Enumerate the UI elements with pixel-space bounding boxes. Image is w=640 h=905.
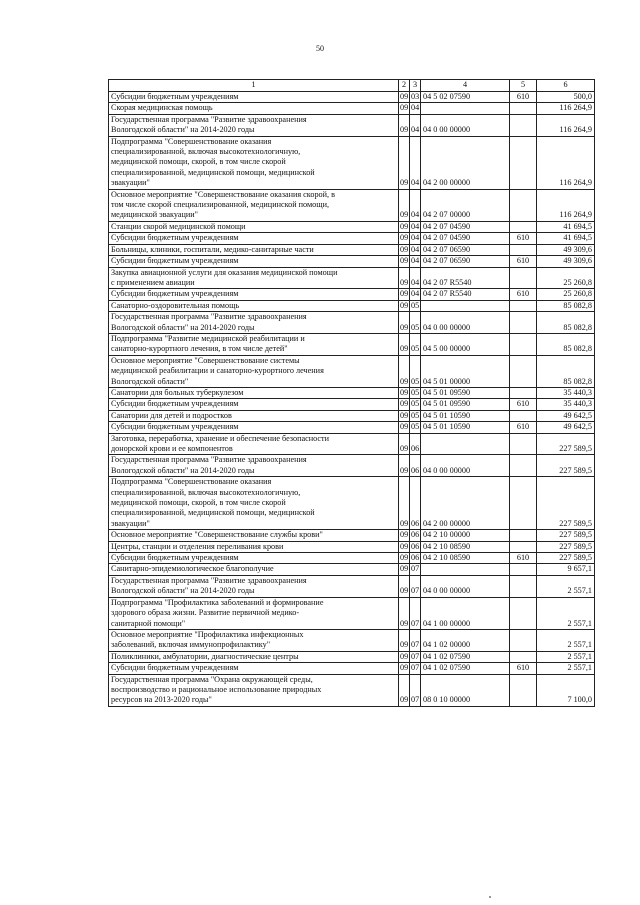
target-article-cell: 04 2 07 00000 <box>421 189 510 221</box>
section-cell: 09 <box>399 333 410 355</box>
amount-cell: 7 100,0 <box>537 674 595 706</box>
target-article-cell: 04 1 00 00000 <box>421 597 510 629</box>
name-cell: Основное мероприятие "Совершенствование службы крови" <box>109 530 399 541</box>
subsection-cell: 07 <box>410 629 421 651</box>
section-cell: 09 <box>400 256 409 266</box>
name-cell: Закупка авиационной услуги для оказания медицинской помощи с применением авиации <box>109 267 399 289</box>
subsection-cell: 04 <box>411 233 420 243</box>
expense-type-cell <box>510 674 537 706</box>
section-cell: 09 <box>400 530 409 540</box>
amount-cell: 116 264,9 <box>537 114 595 136</box>
subsection-cell: 07 <box>411 651 420 661</box>
subsection-cell: 05 <box>411 410 420 420</box>
subsection-cell: 04 <box>411 244 420 254</box>
amount-cell: 2 557,1 <box>537 629 595 651</box>
expense-type-cell <box>510 221 537 232</box>
name-cell: Центры, станции и отделения переливания крови <box>109 541 399 552</box>
amount-cell: 41 694,5 <box>537 233 595 244</box>
header-col-4: 4 <box>421 80 510 92</box>
expense-type-cell <box>510 629 537 651</box>
subsection-cell: 07 <box>411 564 420 574</box>
amount-cell: 227 589,5 <box>537 530 595 541</box>
target-article-cell: 04 1 02 07590 <box>421 651 510 662</box>
section-cell: 09 <box>400 244 409 254</box>
name-cell: Субсидии бюджетным учреждениям <box>109 289 399 300</box>
name-cell: Государственная программа "Развитие здравоохранения Вологодской области" на 2014-2020 годы <box>109 114 399 136</box>
expense-type-cell: 610 <box>510 553 537 564</box>
name-cell: Санатории для детей и подростков <box>109 410 399 421</box>
section-cell: 09 <box>400 553 409 563</box>
section-cell: 09 <box>399 629 410 651</box>
subsection-cell: 04 <box>411 256 420 266</box>
target-article-cell <box>421 300 510 311</box>
name-cell: Субсидии бюджетным учреждениям <box>109 92 399 103</box>
amount-cell: 25 260,8 <box>537 289 595 300</box>
section-cell: 09 <box>399 267 410 289</box>
table-row <box>109 103 595 114</box>
name-cell: Подпрограмма "Профилактика заболеваний и формирование здорового образа жизни. Развитие первичной медико- санитарной помощи" <box>109 597 399 629</box>
section-cell: 09 <box>400 541 409 551</box>
name-cell: Основное мероприятие "Совершенствование системы медицинской реабилитации и санаторно-курортного лечения Вологодской области" <box>109 355 399 387</box>
subsection-cell: 03 <box>411 92 420 101</box>
table-row <box>109 629 595 651</box>
subsection-cell: 05 <box>411 387 420 397</box>
target-article-cell: 04 0 00 00000 <box>421 575 510 597</box>
amount-cell: 9 657,1 <box>537 564 595 575</box>
name-cell: Субсидии бюджетным учреждениям <box>109 233 399 244</box>
subsection-cell: 06 <box>410 433 421 455</box>
section-cell: 09 <box>400 399 409 409</box>
amount-cell: 35 440,3 <box>537 399 595 410</box>
section-cell: 09 <box>400 387 409 397</box>
section-cell: 09 <box>399 477 410 530</box>
expense-type-cell <box>510 651 537 662</box>
section-cell: 09 <box>400 663 409 673</box>
target-article-cell: 04 5 01 10590 <box>421 410 510 421</box>
expense-type-cell <box>510 530 537 541</box>
expense-type-cell: 610 <box>510 663 537 674</box>
expense-type-cell <box>510 300 537 311</box>
subsection-cell: 05 <box>410 355 421 387</box>
target-article-cell: 04 5 01 10590 <box>421 422 510 433</box>
section-cell: 09 <box>400 651 409 661</box>
table-row <box>109 564 595 575</box>
amount-cell: 227 589,5 <box>537 455 595 477</box>
section-cell: 09 <box>399 674 410 706</box>
section-cell: 09 <box>399 455 410 477</box>
subsection-cell: 05 <box>411 399 420 409</box>
name-cell: Государственная программа "Охрана окружающей среды, воспроизводство и рациональное использование природных ресурсов на 2013-2020 годы" <box>109 674 399 706</box>
table-row <box>109 300 595 311</box>
table-row <box>109 530 595 541</box>
amount-cell: 85 082,8 <box>537 300 595 311</box>
table-row <box>109 651 595 662</box>
expense-type-cell: 610 <box>510 92 537 103</box>
name-cell: Заготовка, переработка, хранение и обеспечение безопасности донорской крови и ее компонентов <box>109 433 399 455</box>
target-article-cell: 04 2 07 04590 <box>421 221 510 232</box>
expense-type-cell <box>510 114 537 136</box>
amount-cell: 41 694,5 <box>537 221 595 232</box>
section-cell: 09 <box>399 312 410 334</box>
subsection-cell: 04 <box>411 289 420 299</box>
subsection-cell: 06 <box>410 455 421 477</box>
name-cell: Основное мероприятие "Профилактика инфекционных заболеваний, включая иммунопрофилактику" <box>109 629 399 651</box>
amount-cell: 2 557,1 <box>537 651 595 662</box>
table-row <box>109 221 595 232</box>
table-row <box>109 92 595 103</box>
section-cell: 09 <box>400 92 409 101</box>
header-col-3: 3 <box>410 80 421 92</box>
amount-cell: 2 557,1 <box>537 575 595 597</box>
target-article-cell: 04 2 10 08590 <box>421 553 510 564</box>
section-cell: 09 <box>400 289 409 299</box>
target-article-cell: 04 2 07 06590 <box>421 244 510 255</box>
header-col-5: 5 <box>510 80 537 92</box>
name-cell: Больницы, клиники, госпитали, медико-санитарные части <box>109 244 399 255</box>
table-row <box>109 312 595 334</box>
table-row <box>109 575 595 597</box>
name-cell: Государственная программа "Развитие здравоохранения Вологодской области" на 2014-2020 годы <box>109 312 399 334</box>
amount-cell: 227 589,5 <box>537 553 595 564</box>
amount-cell: 227 589,5 <box>537 477 595 530</box>
name-cell: Скорая медицинская помощь <box>109 103 399 114</box>
table-row <box>109 663 595 674</box>
expense-type-cell <box>510 410 537 421</box>
target-article-cell: 04 2 07 06590 <box>421 256 510 267</box>
target-article-cell: 04 2 10 00000 <box>421 530 510 541</box>
table-header-row <box>109 80 595 92</box>
budget-table-body <box>109 80 595 707</box>
subsection-cell: 07 <box>410 597 421 629</box>
header-col-6: 6 <box>537 80 595 92</box>
amount-cell: 116 264,9 <box>537 103 595 114</box>
section-cell: 09 <box>400 103 409 113</box>
table-row <box>109 244 595 255</box>
target-article-cell <box>421 564 510 575</box>
expense-type-cell <box>510 103 537 114</box>
target-article-cell: 04 1 02 07590 <box>421 663 510 674</box>
target-article-cell: 04 2 10 08590 <box>421 541 510 552</box>
amount-cell: 35 440,3 <box>537 387 595 398</box>
name-cell: Поликлиники, амбулатории, диагностические центры <box>109 651 399 662</box>
expense-type-cell <box>510 267 537 289</box>
expense-type-cell <box>510 477 537 530</box>
subsection-cell: 06 <box>410 477 421 530</box>
target-article-cell: 04 5 02 07590 <box>421 92 510 103</box>
name-cell: Подпрограмма "Совершенствование оказания специализированной, включая высокотехнологичную, медицинской помощи, скорой, в том числе скорой специализированной, медицинской помощи, медицинской эвакуации" <box>109 136 399 189</box>
table-row <box>109 355 595 387</box>
target-article-cell: 04 2 07 R5540 <box>421 267 510 289</box>
section-cell: 09 <box>399 575 410 597</box>
amount-cell: 227 589,5 <box>537 541 595 552</box>
target-article-cell: 04 2 07 04590 <box>421 233 510 244</box>
target-article-cell: 04 5 01 09590 <box>421 387 510 398</box>
target-article-cell: 04 0 00 00000 <box>421 114 510 136</box>
table-row <box>109 455 595 477</box>
section-cell: 09 <box>400 410 409 420</box>
amount-cell: 500,0 <box>537 92 595 103</box>
section-cell: 09 <box>399 136 410 189</box>
amount-cell: 227 589,5 <box>537 433 595 455</box>
section-cell: 09 <box>399 355 410 387</box>
table-row <box>109 387 595 398</box>
target-article-cell: 04 0 00 00000 <box>421 312 510 334</box>
expense-type-cell <box>510 355 537 387</box>
subsection-cell: 07 <box>410 674 421 706</box>
name-cell: Станции скорой медицинской помощи <box>109 221 399 232</box>
table-row <box>109 597 595 629</box>
amount-cell: 25 260,8 <box>537 267 595 289</box>
target-article-cell: 04 5 00 00000 <box>421 333 510 355</box>
subsection-cell: 05 <box>411 300 420 310</box>
subsection-cell: 04 <box>410 267 421 289</box>
expense-type-cell: 610 <box>510 422 537 433</box>
target-article-cell: 04 2 00 00000 <box>421 477 510 530</box>
budget-table <box>108 79 595 707</box>
table-row <box>109 422 595 433</box>
expense-type-cell <box>510 564 537 575</box>
expense-type-cell: 610 <box>510 289 537 300</box>
subsection-cell: 06 <box>411 541 420 551</box>
page-number: 50 <box>316 44 324 53</box>
amount-cell: 116 264,9 <box>537 189 595 221</box>
subsection-cell: 04 <box>410 189 421 221</box>
target-article-cell: 04 2 07 R5540 <box>421 289 510 300</box>
section-cell: 09 <box>400 422 409 432</box>
name-cell: Субсидии бюджетным учреждениям <box>109 553 399 564</box>
target-article-cell <box>421 103 510 114</box>
expense-type-cell <box>510 597 537 629</box>
expense-type-cell: 610 <box>510 256 537 267</box>
target-article-cell: 04 5 01 09590 <box>421 399 510 410</box>
section-cell: 09 <box>399 114 410 136</box>
name-cell: Субсидии бюджетным учреждениям <box>109 399 399 410</box>
table-row <box>109 189 595 221</box>
amount-cell: 2 557,1 <box>537 597 595 629</box>
table-row <box>109 541 595 552</box>
section-cell: 09 <box>399 433 410 455</box>
table-row <box>109 399 595 410</box>
expense-type-cell <box>510 455 537 477</box>
table-row <box>109 256 595 267</box>
expense-type-cell: 610 <box>510 399 537 410</box>
expense-type-cell <box>510 312 537 334</box>
amount-cell: 85 082,8 <box>537 355 595 387</box>
subsection-cell: 05 <box>410 333 421 355</box>
subsection-cell: 05 <box>410 312 421 334</box>
name-cell: Государственная программа "Развитие здравоохранения Вологодской области" на 2014-2020 годы <box>109 575 399 597</box>
subsection-cell: 07 <box>411 663 420 673</box>
section-cell: 09 <box>400 233 409 243</box>
name-cell: Субсидии бюджетным учреждениям <box>109 663 399 674</box>
section-cell: 09 <box>400 564 409 574</box>
target-article-cell: 04 5 01 00000 <box>421 355 510 387</box>
amount-cell: 49 642,5 <box>537 422 595 433</box>
table-row <box>109 477 595 530</box>
name-cell: Подпрограмма "Совершенствование оказания специализированной, включая высокотехнологичную, медицинской помощи, скорой, в том числе скорой специализированной, медицинской помощи, медицинской эвакуации" <box>109 477 399 530</box>
table-row <box>109 233 595 244</box>
table-row <box>109 674 595 706</box>
target-article-cell: 04 0 00 00000 <box>421 455 510 477</box>
header-col-2: 2 <box>399 80 410 92</box>
subsection-cell: 05 <box>411 422 420 432</box>
expense-type-cell <box>510 387 537 398</box>
subsection-cell: 04 <box>410 136 421 189</box>
expense-type-cell <box>510 244 537 255</box>
name-cell: Санитарно-эпидемиологическое благополучие <box>109 564 399 575</box>
section-cell: 09 <box>399 189 410 221</box>
subsection-cell: 07 <box>410 575 421 597</box>
header-col-1: 1 <box>109 80 399 92</box>
amount-cell: 49 642,5 <box>537 410 595 421</box>
table-row <box>109 433 595 455</box>
amount-cell: 49 309,6 <box>537 256 595 267</box>
amount-cell: 49 309,6 <box>537 244 595 255</box>
subsection-cell: 06 <box>411 530 420 540</box>
target-article-cell: 08 0 10 00000 <box>421 674 510 706</box>
section-cell: 09 <box>399 597 410 629</box>
expense-type-cell <box>510 541 537 552</box>
name-cell: Государственная программа "Развитие здравоохранения Вологодской области" на 2014-2020 годы <box>109 455 399 477</box>
scan-speck <box>489 896 491 898</box>
section-cell: 09 <box>400 221 409 231</box>
table-row <box>109 410 595 421</box>
table-row <box>109 114 595 136</box>
expense-type-cell: 610 <box>510 233 537 244</box>
amount-cell: 116 264,9 <box>537 136 595 189</box>
name-cell: Санаторно-оздоровительная помощь <box>109 300 399 311</box>
target-article-cell: 04 1 02 00000 <box>421 629 510 651</box>
table-row <box>109 289 595 300</box>
subsection-cell: 04 <box>411 221 420 231</box>
name-cell: Субсидии бюджетным учреждениям <box>109 256 399 267</box>
target-article-cell: 04 2 00 00000 <box>421 136 510 189</box>
amount-cell: 2 557,1 <box>537 663 595 674</box>
name-cell: Основное мероприятие "Совершенствование оказания скорой, в том числе скорой специализированной, медицинской помощи, медицинской эвакуации" <box>109 189 399 221</box>
name-cell: Подпрограмма "Развитие медицинской реабилитации и санаторно-курортного лечения, в том числе детей" <box>109 333 399 355</box>
expense-type-cell <box>510 433 537 455</box>
table-row <box>109 553 595 564</box>
target-article-cell <box>421 433 510 455</box>
expense-type-cell <box>510 189 537 221</box>
subsection-cell: 06 <box>411 553 420 563</box>
subsection-cell: 04 <box>410 114 421 136</box>
table-row <box>109 267 595 289</box>
expense-type-cell <box>510 575 537 597</box>
name-cell: Санатории для больных туберкулезом <box>109 387 399 398</box>
amount-cell: 85 082,8 <box>537 333 595 355</box>
amount-cell: 85 082,8 <box>537 312 595 334</box>
name-cell: Субсидии бюджетным учреждениям <box>109 422 399 433</box>
subsection-cell: 04 <box>411 103 420 113</box>
section-cell: 09 <box>400 300 409 310</box>
table-row <box>109 333 595 355</box>
expense-type-cell <box>510 136 537 189</box>
expense-type-cell <box>510 333 537 355</box>
table-row <box>109 136 595 189</box>
